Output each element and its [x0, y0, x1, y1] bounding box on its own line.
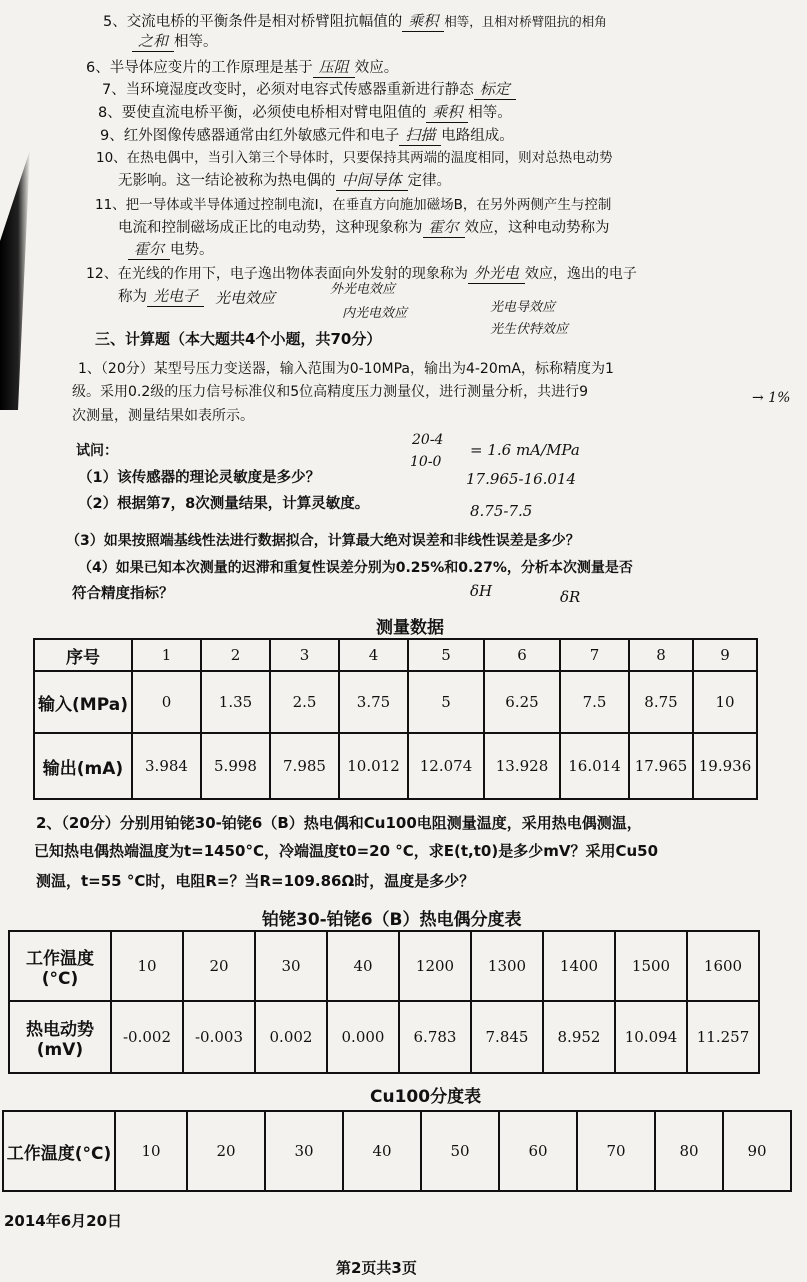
table1-cell: 9 [693, 639, 757, 671]
table1-cell: 6.25 [484, 671, 560, 733]
cu100-table [2, 1110, 792, 1192]
note-1percent: → 1% [752, 390, 791, 406]
table2-cell: 0.002 [255, 1001, 327, 1073]
table2-title: 铂铑30-铂铑6（B）热电偶分度表 [262, 910, 522, 930]
question-6: 6、半导体应变片的工作原理是基于 压阻 效应。 [86, 58, 399, 76]
table3-cell: 80 [655, 1111, 723, 1191]
table1-title: 测量数据 [376, 618, 444, 638]
note-delta-h: δH [470, 582, 493, 600]
q1-line-9: 符合精度指标？ [72, 586, 174, 602]
table1-cell: 7 [560, 639, 629, 671]
question-12: 12、在光线的作用下，电子逸出物体表面向外发射的现象称为 外光电 效应，逸出的电子 [86, 264, 637, 282]
question-12-cont: 称为 光电子 [118, 285, 204, 307]
note-external: 外光电效应 [330, 282, 396, 297]
table1-cell: 2 [201, 639, 270, 671]
note-sensitivity: = 1.6 mA/MPa [470, 441, 580, 459]
q2-line-2: 已知热电偶热端温度为t=1450°C，冷端温度t0=20 °C，求E(t,t0)是多少mV？采用Cu50 [34, 842, 659, 860]
table3-head-temp: 工作温度(°C) [3, 1111, 115, 1191]
table2-cell: 0.000 [327, 1001, 399, 1073]
table1-cell: 4 [339, 639, 408, 671]
answer-10: 中间导体 [336, 169, 408, 191]
measurement-table [33, 638, 758, 800]
table1-cell: 10.012 [339, 733, 408, 799]
table2-cell: 10.094 [615, 1001, 687, 1073]
exam-date: 2014年6月20日 [4, 1212, 123, 1230]
table1-cell: 5.998 [201, 733, 270, 799]
answer-6: 压阻 [313, 56, 355, 78]
table1-cell: 3.984 [132, 733, 201, 799]
table2-cell: 6.783 [399, 1001, 471, 1073]
note-photoelectric: 光电效应 [215, 289, 276, 307]
table1-cell: 3.75 [339, 671, 408, 733]
table1-cell: 8 [629, 639, 693, 671]
table3-cell: 60 [499, 1111, 577, 1191]
answer-8: 乘积 [426, 101, 468, 123]
table1-head-seq: 序号 [34, 639, 132, 671]
q2-line-1: 2、（20分）分别用铂铑30-铂铑6（B）热电偶和Cu100电阻测量温度，采用热电偶测温， [36, 814, 642, 832]
table1-cell: 6 [484, 639, 560, 671]
table3-cell: 70 [577, 1111, 655, 1191]
section3-heading: 三、计算题（本大题共4个小题，共70分） [95, 330, 382, 348]
q1-line-8: （4）如果已知本次测量的迟滞和重复性误差分别为0.25%和0.27%，分析本次测量是否 [78, 560, 633, 576]
question-11-cont2: 霍尔 电势。 [128, 238, 214, 260]
table2-head-emf: 热电动势(mV) [9, 1001, 111, 1073]
question-11-cont: 电流和控制磁场成正比的电动势，这种现象称为 霍尔 效应，这种电动势称为 [118, 218, 610, 236]
q1-line-1: 1、（20分）某型号压力变送器，输入范围为0-10MPa，输出为4-20mA，标称精度为1 [78, 361, 614, 377]
q1-line-6: （2）根据第7，8次测量结果，计算灵敏度。 [78, 496, 370, 512]
answer-12b: 光电子 [147, 285, 204, 307]
table1-cell: 12.074 [408, 733, 484, 799]
table1-cell: 2.5 [270, 671, 339, 733]
table1-cell: 13.928 [484, 733, 560, 799]
table1-cell: 7.985 [270, 733, 339, 799]
table1-cell: 8.75 [629, 671, 693, 733]
table1-cell: 10 [693, 671, 757, 733]
table2-cell: 8.952 [543, 1001, 615, 1073]
q1-line-4: 试问： [76, 443, 118, 459]
table2-cell: 7.845 [471, 1001, 543, 1073]
answer-11b: 霍尔 [128, 238, 170, 260]
question-10: 10、在热电偶中，当引入第三个导体时，只要保持其两端的温度相同，则对总热电动势 [96, 150, 613, 166]
answer-5b: 之和 [132, 30, 174, 52]
question-11: 11、把一导体或半导体通过控制电流I，在垂直方向施加磁场B，在另外两侧产生与控制 [95, 197, 612, 213]
table1-cell: 3 [270, 639, 339, 671]
q2-line-3: 测温，t=55 °C时，电阻R=？当R=109.86Ω时，温度是多少？ [36, 872, 475, 890]
table1-cell: 1 [132, 639, 201, 671]
page-fold-shadow [0, 150, 30, 410]
question-5-cont: 之和 相等。 [132, 30, 218, 52]
table3-cell: 40 [343, 1111, 421, 1191]
answer-9: 扫描 [399, 124, 441, 146]
table1-cell: 16.014 [560, 733, 629, 799]
table2-cell: 20 [183, 931, 255, 1001]
note-delta-r: δR [560, 588, 581, 606]
table2-cell: 11.257 [687, 1001, 759, 1073]
note-denominator: 8.75-7.5 [470, 502, 533, 520]
table2-cell: -0.003 [183, 1001, 255, 1073]
table2-cell: 1600 [687, 931, 759, 1001]
table2-cell: -0.002 [111, 1001, 183, 1073]
table1-cell: 1.35 [201, 671, 270, 733]
question-10-cont: 无影响。这一结论被称为热电偶的 中间导体 定律。 [118, 171, 452, 189]
table1-cell: 0 [132, 671, 201, 733]
q1-line-5: （1）该传感器的理论灵敏度是多少？ [78, 470, 321, 486]
table1-cell: 5 [408, 671, 484, 733]
table1-cell: 17.965 [629, 733, 693, 799]
table3-cell: 50 [421, 1111, 499, 1191]
note-numerator: 17.965-16.014 [466, 470, 577, 488]
table2-cell: 40 [327, 931, 399, 1001]
table1-cell: 7.5 [560, 671, 629, 733]
table2-head-temp: 工作温度(°C) [9, 931, 111, 1001]
table3-cell: 30 [265, 1111, 343, 1191]
note-photovoltaic: 光生伏特效应 [490, 322, 569, 337]
answer-12a: 外光电 [468, 262, 525, 284]
question-8: 8、要使直流电桥平衡，必须使电桥相对臂电阻值的 乘积 相等。 [98, 103, 512, 121]
answer-7: 标定 [474, 78, 516, 100]
answer-5a: 乘积 [402, 10, 444, 32]
q1-line-3: 次测量，测量结果如表所示。 [72, 408, 254, 424]
table3-title: Cu100分度表 [370, 1087, 482, 1107]
table2-cell: 10 [111, 931, 183, 1001]
table1-cell: 19.936 [693, 733, 757, 799]
answer-11a: 霍尔 [423, 216, 465, 238]
note-photoconductive: 光电导效应 [490, 300, 556, 315]
table2-cell: 1400 [543, 931, 615, 1001]
table2-cell: 1300 [471, 931, 543, 1001]
table1-head-output: 输出(mA) [34, 733, 132, 799]
table2-cell: 1500 [615, 931, 687, 1001]
q1-line-7: （3）如果按照端基线性法进行数据拟合，计算最大绝对误差和非线性误差是多少？ [66, 533, 580, 549]
thermocouple-table [8, 930, 760, 1074]
table3-cell: 10 [115, 1111, 187, 1191]
table2-cell: 1200 [399, 931, 471, 1001]
question-9: 9、红外图像传感器通常由红外敏感元件和电子 扫描 电路组成。 [100, 126, 514, 144]
table1-cell: 5 [408, 639, 484, 671]
question-5: 5、交流电桥的平衡条件是相对桥臂阻抗幅值的 乘积 相等，且相对桥臂阻抗的相角 [103, 12, 607, 30]
table3-cell: 90 [723, 1111, 791, 1191]
note-20-4: 20-4 [412, 432, 444, 448]
page-number: 第2页共3页 [336, 1259, 417, 1277]
question-7: 7、当环境湿度改变时，必须对电容式传感器重新进行静态 标定 [102, 78, 516, 100]
q1-line-2: 级。采用0.2级的压力信号标准仪和5位高精度压力测量仪，进行测量分析，共进行9 [72, 384, 589, 400]
table3-cell: 20 [187, 1111, 265, 1191]
note-internal: 内光电效应 [342, 306, 408, 321]
table1-head-input: 输入(MPa) [34, 671, 132, 733]
note-10-0: 10-0 [410, 454, 442, 470]
table2-cell: 30 [255, 931, 327, 1001]
